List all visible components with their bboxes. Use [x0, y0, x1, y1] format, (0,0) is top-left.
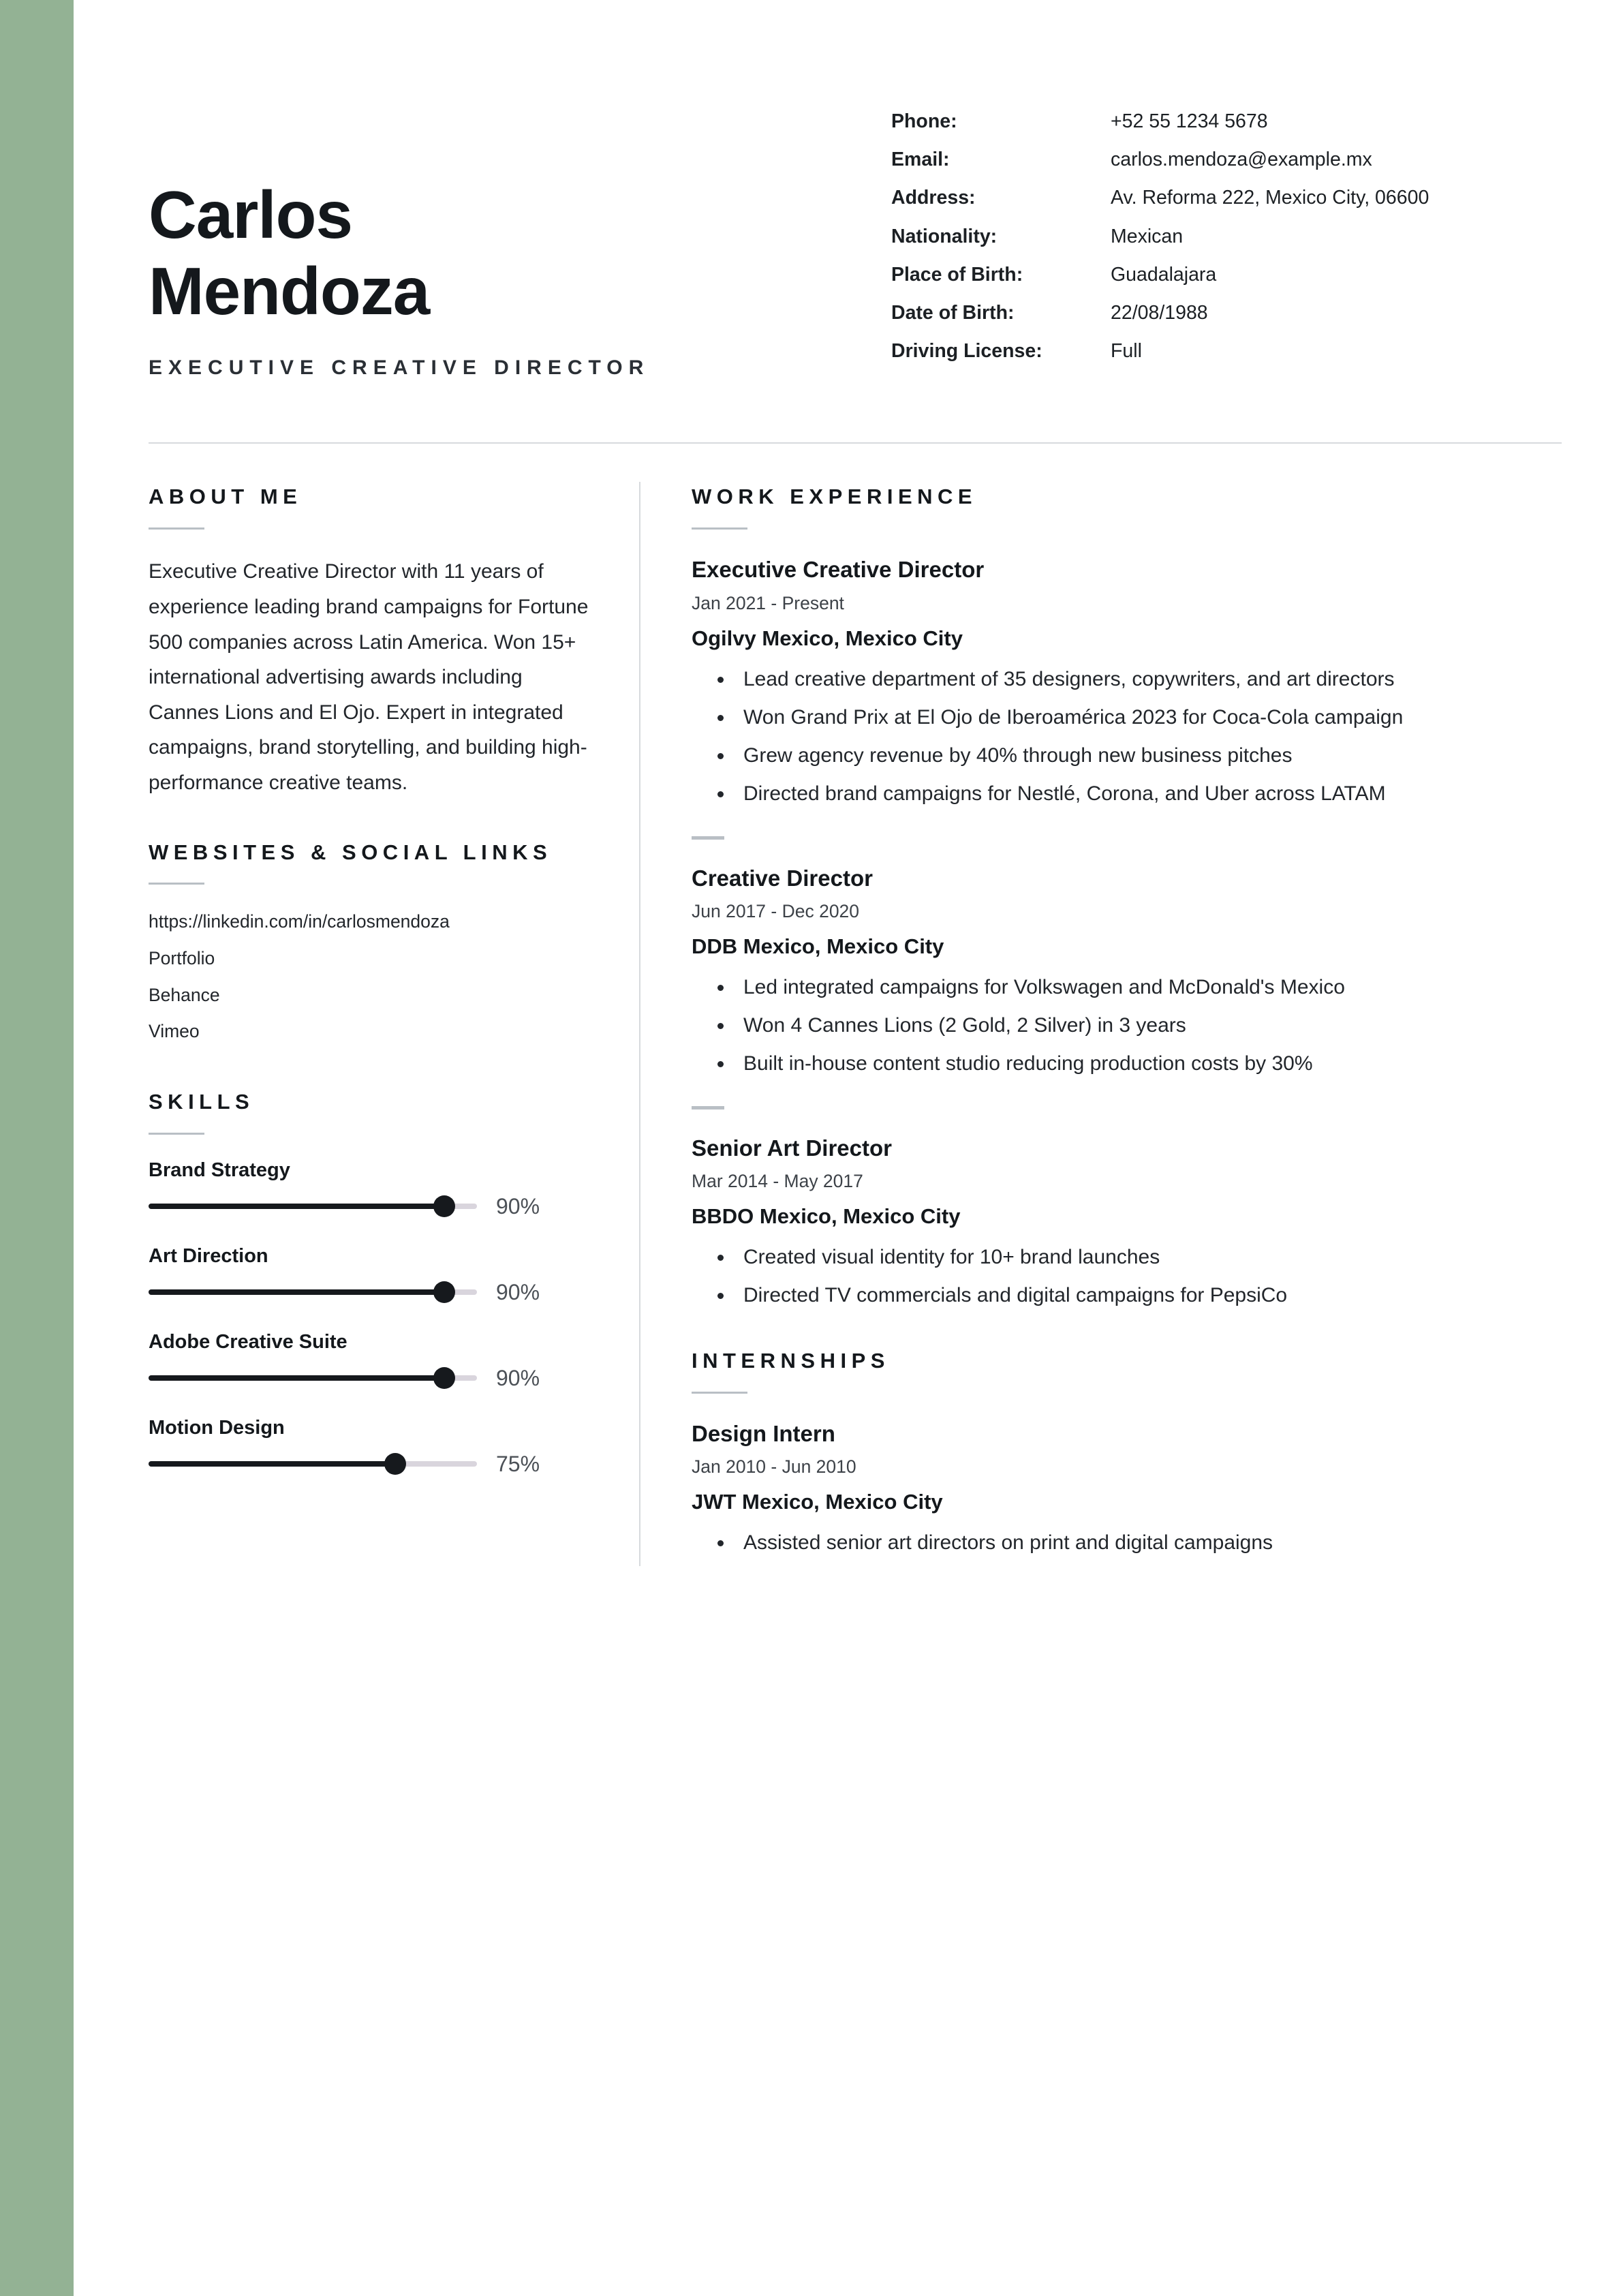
- name-block: [149, 102, 891, 380]
- sidebar-column: [149, 482, 639, 1566]
- list-item[interactable]: Portfolio: [149, 948, 215, 969]
- list-item: • Lead creative department of 35 designers, copywriters, and art directors: [734, 663, 1562, 696]
- table-row: [891, 179, 1562, 217]
- job-bullets: [692, 971, 1562, 1080]
- section-underline: [692, 1392, 747, 1394]
- skill-knob[interactable]: [433, 1281, 455, 1303]
- skill-label: Adobe Creative Suite: [149, 1330, 347, 1353]
- skill-fill: [149, 1461, 395, 1467]
- job-entry: [692, 863, 1562, 1080]
- internship-bullets: [692, 1527, 1562, 1559]
- table-row: [891, 140, 1562, 179]
- contact-value: Full: [1111, 340, 1142, 363]
- skill-percent: 90%: [496, 1365, 540, 1390]
- skill-fill: [149, 1289, 444, 1295]
- contact-label: Place of Birth:: [891, 263, 1023, 286]
- skill-percent: 75%: [496, 1451, 540, 1476]
- contact-label: Address:: [891, 187, 976, 209]
- internship-company: JWT Mexico, Mexico City: [692, 1490, 943, 1514]
- skill-fill: [149, 1375, 444, 1381]
- skill-label: Art Direction: [149, 1244, 268, 1267]
- job-dates: Jun 2017 - Dec 2020: [692, 900, 860, 921]
- job-title: EXECUTIVE CREATIVE DIRECTOR: [149, 356, 650, 380]
- list-item: • Built in-house content studio reducing production costs by 30%: [734, 1047, 1562, 1080]
- section-underline: [149, 527, 204, 530]
- table-row: [891, 256, 1562, 294]
- skills-section-title: SKILLS: [149, 1089, 255, 1114]
- job-company: DDB Mexico, Mexico City: [692, 934, 944, 958]
- skill-slider[interactable]: [149, 1289, 477, 1295]
- skill-item: [149, 1245, 598, 1305]
- first-name: Carlos: [149, 177, 353, 252]
- contact-details-table: [891, 102, 1562, 370]
- skill-slider[interactable]: [149, 1375, 477, 1381]
- job-role: Creative Director: [692, 865, 873, 891]
- job-entry: [692, 1133, 1562, 1312]
- contact-value: carlos.mendoza@example.mx: [1111, 149, 1372, 171]
- skill-item: [149, 1331, 598, 1391]
- skill-item: [149, 1417, 598, 1477]
- job-dates: Mar 2014 - May 2017: [692, 1170, 863, 1191]
- job-role: Senior Art Director: [692, 1135, 893, 1161]
- table-row: [891, 102, 1562, 140]
- header-divider: [149, 442, 1562, 444]
- job-company: BBDO Mexico, Mexico City: [692, 1204, 961, 1228]
- internships-section-title: INTERNSHIPS: [692, 1348, 890, 1373]
- job-dates: Jan 2021 - Present: [692, 592, 844, 613]
- contact-label: Driving License:: [891, 340, 1042, 363]
- skill-slider[interactable]: [149, 1204, 477, 1209]
- skill-fill: [149, 1204, 444, 1209]
- contact-label: Phone:: [891, 110, 957, 132]
- resume-content: [74, 0, 1623, 2296]
- job-entry: [692, 554, 1562, 810]
- skill-percent: 90%: [496, 1279, 540, 1304]
- internship-role: Design Intern: [692, 1420, 835, 1446]
- contact-label: Nationality:: [891, 225, 998, 247]
- about-text: Executive Creative Director with 11 years of experience leading brand campaigns for Fortune 500 companies across Latin America. Won 15+ international advertising awards including Cannes Lions and El Ojo. Expert in integrated campaigns, brand storytelling, and building high-performance creative teams.: [149, 560, 589, 794]
- contact-label: Email:: [891, 149, 950, 171]
- list-item[interactable]: Behance: [149, 984, 220, 1005]
- job-separator: [692, 1106, 724, 1109]
- contact-label: Date of Birth:: [891, 301, 1015, 324]
- list-item: • Won Grand Prix at El Ojo de Iberoamérica 2023 for Coca-Cola campaign: [734, 701, 1562, 734]
- contact-value: Av. Reforma 222, Mexico City, 06600: [1111, 187, 1429, 209]
- section-underline: [149, 1133, 204, 1135]
- section-underline: [692, 527, 747, 530]
- job-bullets: [692, 663, 1562, 810]
- list-item: • Won 4 Cannes Lions (2 Gold, 2 Silver) in 3 years: [734, 1009, 1562, 1042]
- links-section-title: WEBSITES & SOCIAL LINKS: [149, 840, 553, 864]
- section-underline: [149, 883, 204, 885]
- list-item: • Directed brand campaigns for Nestlé, Corona, and Uber across LATAM: [734, 778, 1562, 810]
- list-item: • Created visual identity for 10+ brand launches: [734, 1241, 1562, 1274]
- resume-header: [149, 0, 1562, 380]
- list-item: • Directed TV commercials and digital campaigns for PepsiCo: [734, 1279, 1562, 1312]
- job-bullets: [692, 1241, 1562, 1312]
- skill-label: Motion Design: [149, 1416, 285, 1439]
- skill-knob[interactable]: [384, 1453, 406, 1475]
- list-item: • Assisted senior art directors on print and digital campaigns: [734, 1527, 1562, 1559]
- skill-knob[interactable]: [433, 1195, 455, 1217]
- job-company: Ogilvy Mexico, Mexico City: [692, 626, 963, 650]
- links-list: [149, 909, 598, 1045]
- last-name: Mendoza: [149, 253, 430, 328]
- page-title: [149, 177, 891, 329]
- contact-value: +52 55 1234 5678: [1111, 110, 1268, 132]
- list-item: • Grew agency revenue by 40% through new business pitches: [734, 739, 1562, 772]
- list-item[interactable]: https://linkedin.com/in/carlosmendoza: [149, 911, 450, 932]
- work-section-title: WORK EXPERIENCE: [692, 485, 978, 509]
- skill-knob[interactable]: [433, 1367, 455, 1389]
- list-item[interactable]: Vimeo: [149, 1021, 200, 1042]
- table-row: [891, 217, 1562, 256]
- skill-label: Brand Strategy: [149, 1159, 290, 1181]
- internship-dates: Jan 2010 - Jun 2010: [692, 1456, 856, 1478]
- contact-value: Guadalajara: [1111, 263, 1217, 286]
- table-row: [891, 294, 1562, 332]
- about-section-title: ABOUT ME: [149, 485, 303, 509]
- contact-value: Mexican: [1111, 225, 1184, 247]
- skill-percent: 90%: [496, 1193, 540, 1219]
- accent-bar: [0, 0, 74, 2296]
- internship-entry: [692, 1418, 1562, 1559]
- job-separator: [692, 836, 724, 840]
- list-item: • Led integrated campaigns for Volkswagen and McDonald's Mexico: [734, 971, 1562, 1004]
- table-row: [891, 332, 1562, 370]
- resume-body: [149, 482, 1562, 1648]
- skill-item: [149, 1159, 598, 1219]
- skill-slider[interactable]: [149, 1461, 477, 1467]
- main-column: [639, 482, 1562, 1566]
- job-role: Executive Creative Director: [692, 557, 985, 583]
- contact-value: 22/08/1988: [1111, 301, 1208, 324]
